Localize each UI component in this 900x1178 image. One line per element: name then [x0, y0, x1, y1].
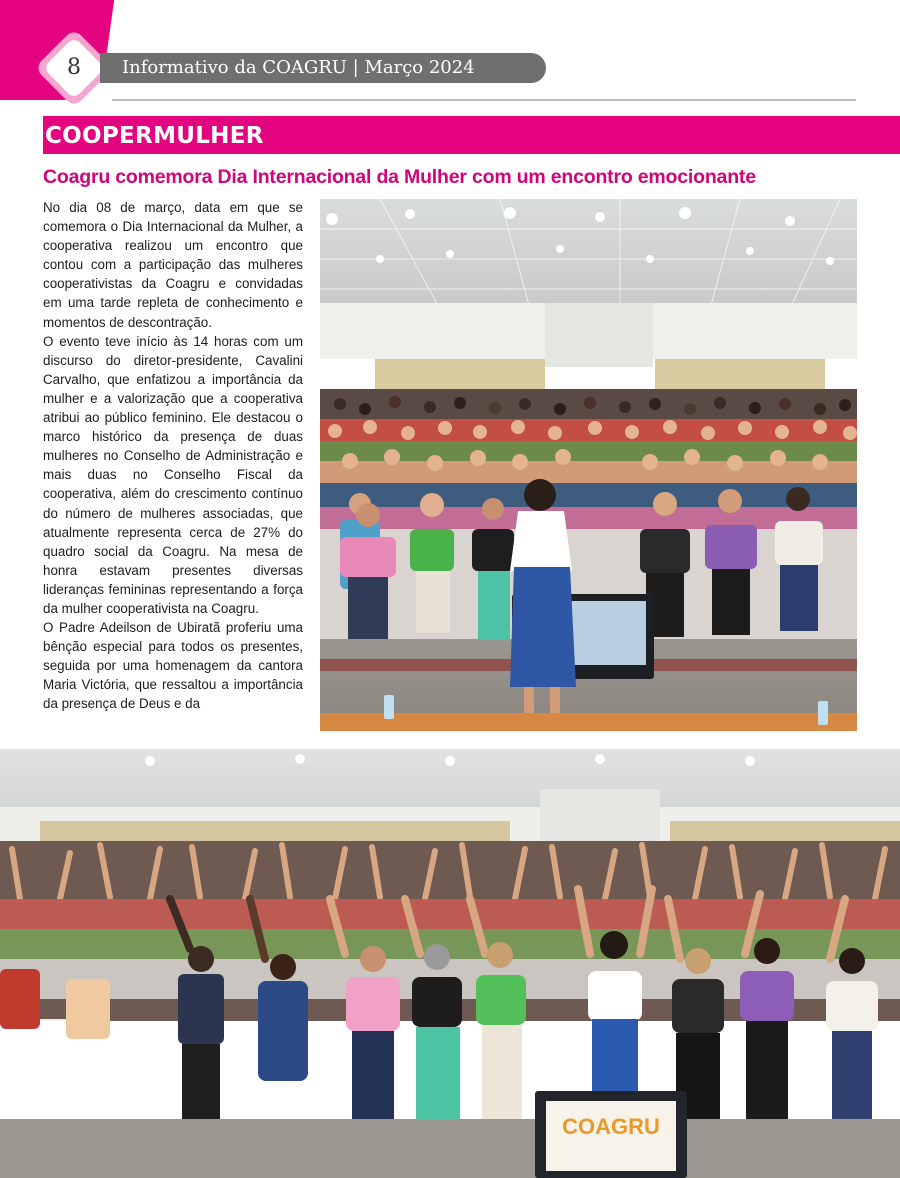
audience-photo-illustration	[320, 199, 857, 731]
article-body	[43, 198, 303, 714]
article-paragraph: O evento teve início às 14 horas com um discurso do diretor-presidente, Cavalini Carvalho, que enfatizou a importância da mulher e a valorização que a cooperativa atribui ao público feminino. Ele destacou o marco histórico da presença de duas mulheres no Conselho de Administração e mais duas no Conselho Fiscal da cooperativa, além do crescimento contínuo do número de mulheres associadas, que atualmente representa cerca de 27% do quadro social da Coagru. Na mesa de honra estavam presentes diversas lideranças femininas representando a força da mulher cooperativista na Coagru.	[43, 333, 303, 616]
celebration-photo-illustration	[0, 749, 900, 1178]
article-paragraph: No dia 08 de março, data em que se comemora o Dia Internacional da Mulher, a cooperativa realizou um encontro que contou com a participação das mulheres cooperativistas da Coagru e convidadas em uma tarde repleta de conhecimento e momentos de descontração.	[43, 200, 303, 330]
article-headline: Coagru comemora Dia Internacional da Mulher com um encontro emocionante	[43, 166, 756, 188]
event-photo-celebration	[0, 749, 900, 1178]
event-photo-audience	[320, 199, 857, 731]
header-divider	[112, 99, 856, 101]
section-title: COOPERMULHER	[45, 123, 264, 149]
page-number: 8	[67, 55, 81, 80]
publication-title: Informativo da COAGRU | Março 2024	[122, 57, 475, 78]
article-paragraph: O Padre Adeilson de Ubiratã proferiu uma bênção especial para todos os presentes, seguida por uma homenagem da cantora Maria Victória, que ressaltou a importância da presença de Deus e da	[43, 620, 303, 712]
banner-logo-text: COAGRU	[562, 1114, 660, 1139]
